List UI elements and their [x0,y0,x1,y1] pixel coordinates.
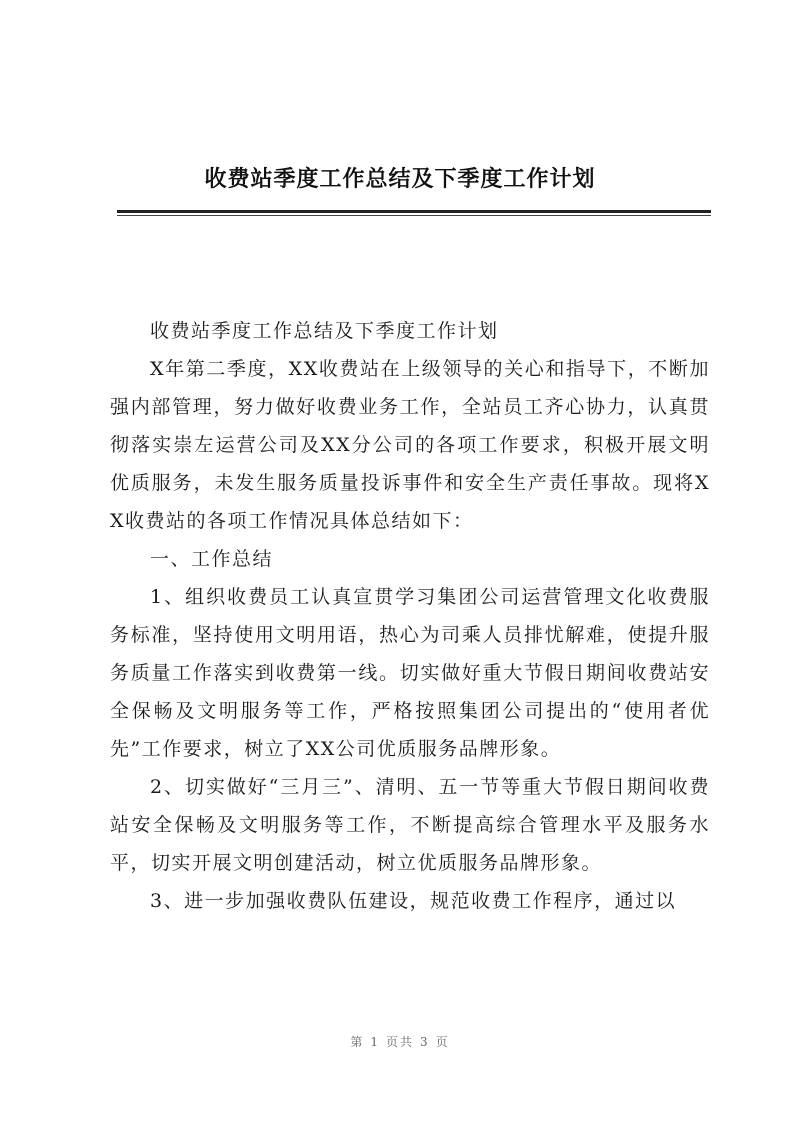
footer-prefix: 第 [350,1035,365,1049]
page-footer [0,1033,800,1050]
title-underline-thin [117,215,711,216]
footer-middle: 页共 [385,1035,414,1049]
paragraph-item-1: 1、组织收费员工认真宣贯学习集团公司运营管理文化收费服务标准，坚持使用文明用语，热心为司乘人员排忧解难，使提升服务质量工作落实到收费第一线。切实做好重大节假日期间收费站安全保畅及文明服务等工作，严格按照集团公司提出的“使用者优先”工作要求，树立了XX公司优质服务品牌形象。 [110,586,710,760]
paragraph-item-3: 3、进一步加强收费队伍建设，规范收费工作程序，通过以 [150,890,677,912]
footer-total-pages: 3 [420,1035,430,1049]
paragraph-item-2: 2、切实做好“三月三”、清明、五一节等重大节假日期间收费站安全保畅及文明服务等工作，不断提高综合管理水平及服务水平，切实开展文明创建活动，树立优质服务品牌形象。 [110,776,710,874]
document-title: 收费站季度工作总结及下季度工作计划 [204,167,596,192]
title-underline [117,210,711,213]
paragraph-heading: 收费站季度工作总结及下季度工作计划 [150,320,499,342]
footer-suffix: 页 [435,1035,450,1049]
paragraph-intro: X年第二季度，XX收费站在上级领导的关心和指导下，不断加强内部管理，努力做好收费业务工作，全站员工齐心协力，认真贯彻落实崇左运营公司及XX分公司的各项工作要求，积极开展文明优质服务，未发生服务质量投诉事件和安全生产责任事故。现将XX收费站的各项工作情况具体总结如下： [110,358,710,532]
document-body [110,312,710,920]
section-heading: 一、工作总结 [150,548,274,570]
footer-page-number: 1 [370,1035,380,1049]
